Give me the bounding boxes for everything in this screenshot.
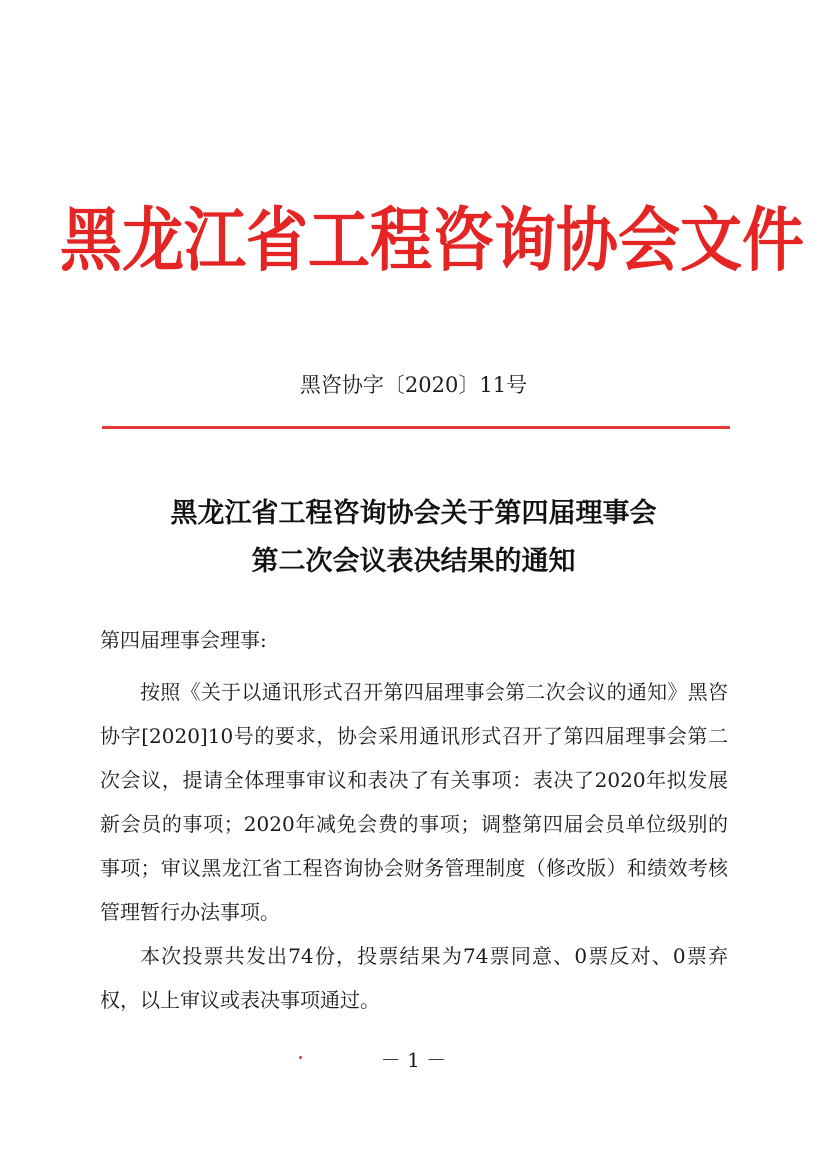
body-paragraph-2: 本次投票共发出74份，投票结果为74票同意、0票反对、0票弃权，以上审议或表决事项通过。 [100, 944, 728, 1012]
header-red-divider [102, 426, 730, 429]
notice-title [0, 490, 827, 586]
notice-title-line-1: 黑龙江省工程咨询协会关于第四届理事会 [170, 498, 657, 529]
page-number: － 1 － [380, 1048, 447, 1072]
body-paragraph-1: 按照《关于以通讯形式召开第四届理事会第二次会议的通知》黑咨协字[2020]10号的要求，协会采用通讯形式召开了第四届理事会第二次会议，提请全体理事审议和表决了有关事项：表决了2020年拟发展新会员的事项；2020年减免会费的事项；调整第四届会员单位级别的事项；审议黑龙江省工程咨询协会财务管理制度（修改版）和绩效考核管理暂行办法事项。 [100, 680, 728, 924]
notice-title-line-2: 第二次会议表决结果的通知 [251, 546, 576, 577]
salutation: 第四届理事会理事: [100, 628, 267, 652]
document-header-title: 黑龙江省工程咨询协会文件 [60, 198, 805, 281]
document-number: 黑咨协字〔2020〕11号 [299, 373, 528, 397]
